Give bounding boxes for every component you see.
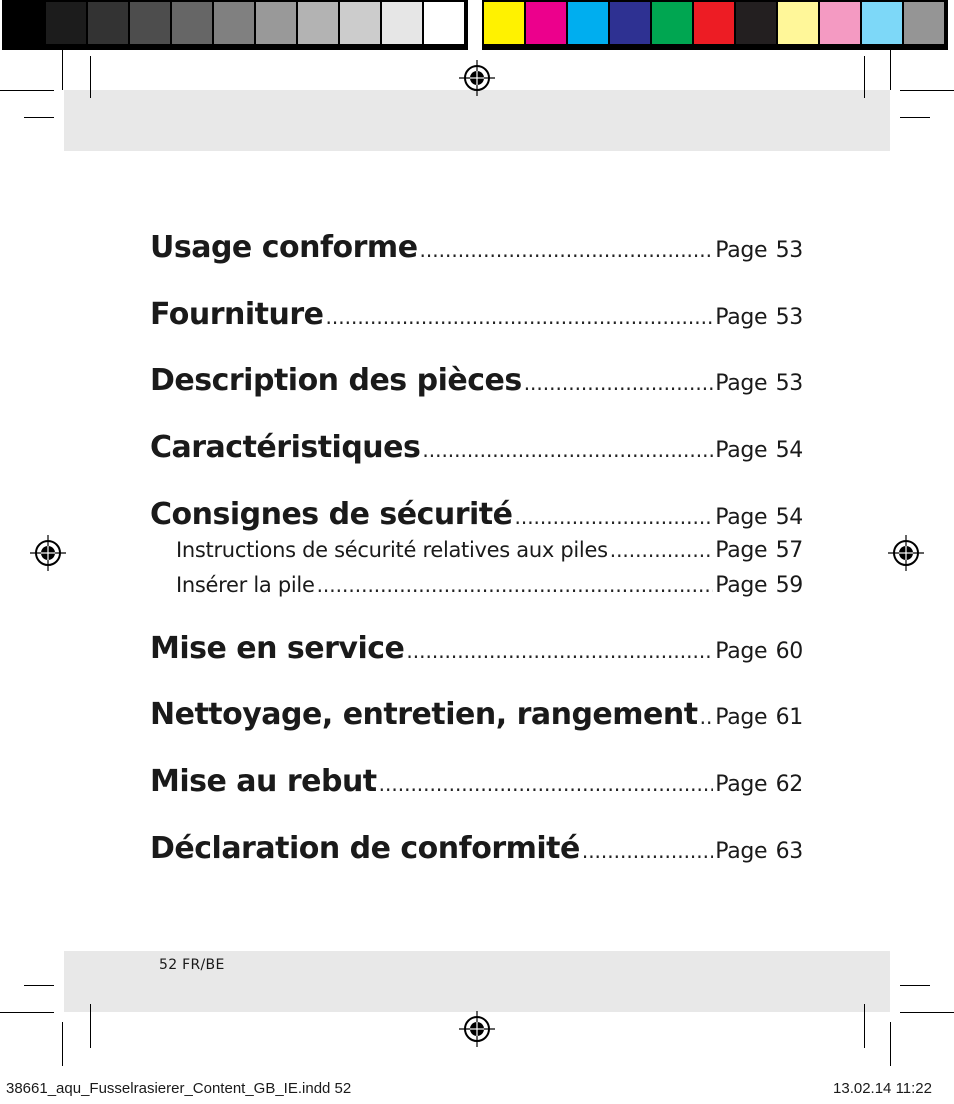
leader-dots <box>514 505 713 529</box>
toc-entry[interactable] <box>150 230 803 265</box>
toc-entry-page: Page 53 <box>715 371 803 396</box>
registration-mark-icon <box>459 1011 495 1047</box>
color-swatch <box>862 2 902 44</box>
leader-dots <box>317 573 714 597</box>
gray-swatch <box>88 2 128 44</box>
toc-entry-title: Usage conforme <box>150 230 418 265</box>
color-swatch <box>820 2 860 44</box>
gray-swatch <box>4 2 44 44</box>
color-swatch <box>484 2 524 44</box>
color-calibration-bar <box>482 0 948 50</box>
toc-entry[interactable] <box>150 297 803 332</box>
gray-swatch <box>298 2 338 44</box>
registration-mark-icon <box>888 535 924 571</box>
gray-swatch <box>424 2 464 44</box>
grayscale-calibration-bar <box>2 0 468 50</box>
toc-entry-page: Page 53 <box>715 305 803 330</box>
gray-swatch <box>214 2 254 44</box>
toc-entry[interactable] <box>150 497 803 532</box>
toc-entry-title: Description des pièces <box>150 363 522 398</box>
toc-entry-page: Page 60 <box>715 639 803 664</box>
header-band <box>64 90 890 151</box>
toc-entry-title: Mise en service <box>150 631 405 666</box>
leader-dots <box>406 639 713 663</box>
color-swatch <box>610 2 650 44</box>
toc-entry-page: Page 62 <box>715 772 803 797</box>
toc-entry-title: Déclaration de conformité <box>150 831 580 866</box>
color-swatch <box>904 2 944 44</box>
color-swatch <box>568 2 608 44</box>
toc-entry[interactable] <box>150 697 803 732</box>
leader-dots <box>610 538 714 562</box>
toc-subentry[interactable] <box>176 573 803 598</box>
gray-swatch <box>172 2 212 44</box>
toc-entry-title: Consignes de sécurité <box>150 497 513 532</box>
gray-swatch <box>340 2 380 44</box>
date-slug: 13.02.14 11:22 <box>833 1080 932 1097</box>
toc-entry-title: Fourniture <box>150 297 324 332</box>
toc-entry-page: Page 53 <box>715 238 803 263</box>
registration-mark-icon <box>459 60 495 96</box>
page-number-label: 52 FR/BE <box>159 957 225 973</box>
toc-entry[interactable] <box>150 430 803 465</box>
color-swatch <box>736 2 776 44</box>
toc-entry[interactable] <box>150 631 803 666</box>
registration-mark-icon <box>30 535 66 571</box>
leader-dots <box>524 371 714 395</box>
leader-dots <box>326 305 714 329</box>
toc-entry-title: Mise au rebut <box>150 764 377 799</box>
color-swatch <box>778 2 818 44</box>
toc-entry-page: Page 54 <box>715 438 803 463</box>
toc-entry-page: Page 59 <box>715 573 803 598</box>
toc-entry-page: Page 54 <box>715 505 803 530</box>
toc-subentry-title: Insérer la pile <box>176 573 315 597</box>
color-swatch <box>652 2 692 44</box>
leader-dots <box>582 839 713 863</box>
toc-entry-title: Caractéristiques <box>150 430 421 465</box>
gray-swatch <box>46 2 86 44</box>
gray-swatch <box>130 2 170 44</box>
toc-entry-page: Page 57 <box>715 538 803 563</box>
toc-entry[interactable] <box>150 831 803 866</box>
toc-entry[interactable] <box>150 764 803 799</box>
toc-subentry[interactable] <box>176 538 803 563</box>
leader-dots <box>379 772 714 796</box>
leader-dots <box>422 438 713 462</box>
gray-swatch <box>382 2 422 44</box>
toc-entry-page: Page 63 <box>715 839 803 864</box>
leader-dots <box>700 705 714 729</box>
toc-subentry-title: Instructions de sécurité relatives aux piles <box>176 538 608 562</box>
toc-entry-page: Page 61 <box>715 705 803 730</box>
leader-dots <box>420 238 714 262</box>
file-slug: 38661_aqu_Fusselrasierer_Content_GB_IE.indd 52 <box>6 1080 352 1097</box>
color-swatch <box>694 2 734 44</box>
toc-entry[interactable] <box>150 363 803 398</box>
color-swatch <box>526 2 566 44</box>
toc-entry-title: Nettoyage, entretien, rangement <box>150 697 698 732</box>
gray-swatch <box>256 2 296 44</box>
